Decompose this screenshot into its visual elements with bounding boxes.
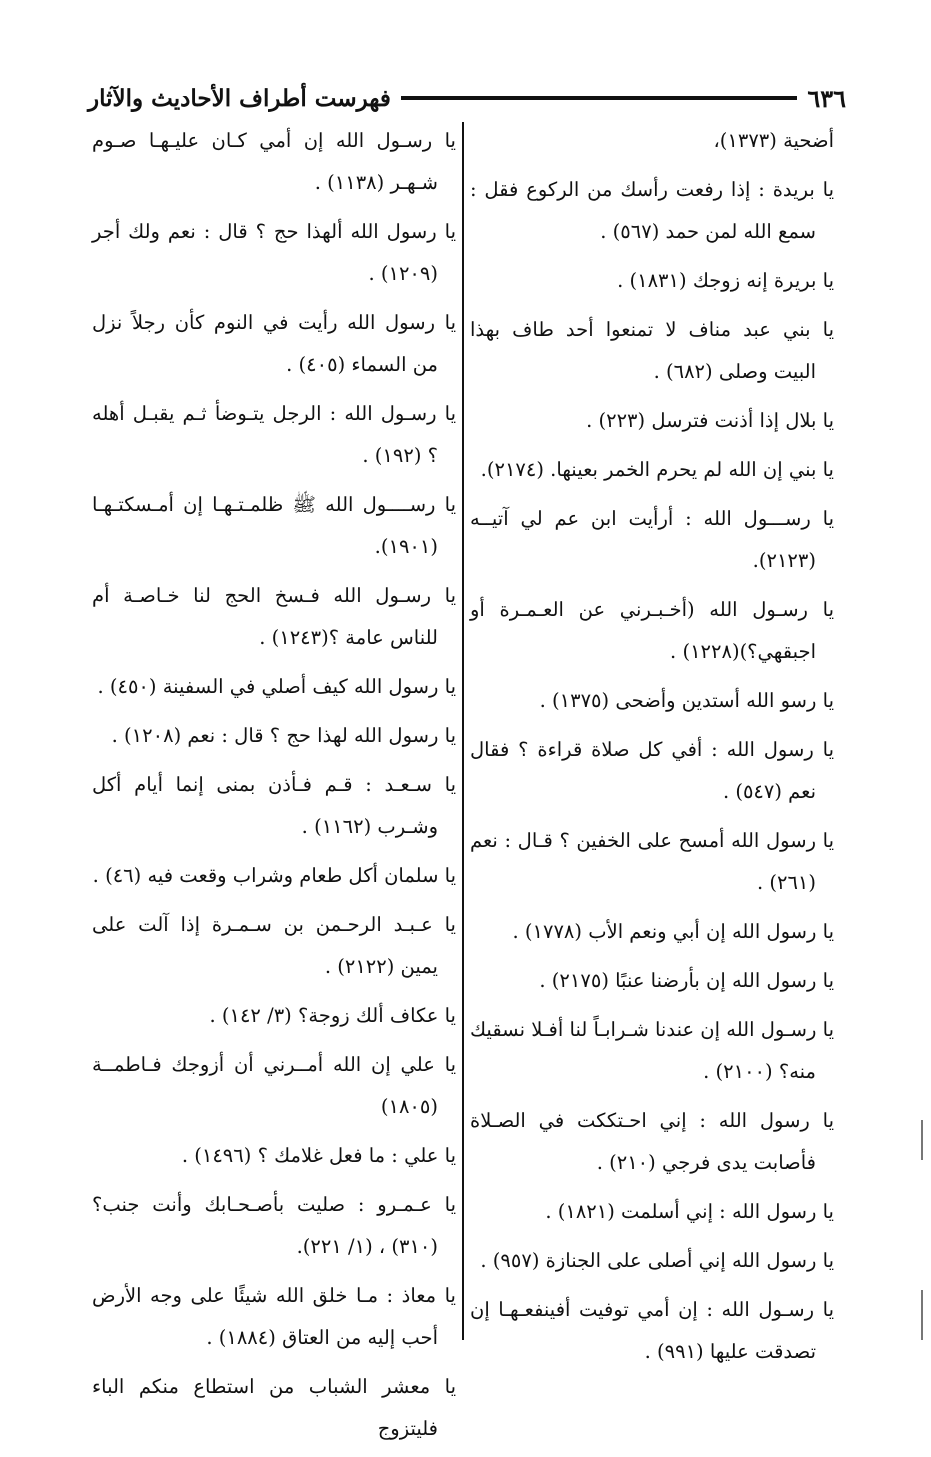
index-entry: يا رسـول الله فـسخ الحج لنا خـاصـة أم للناس عامة ؟(١٢٤٣) .	[92, 584, 456, 649]
index-entry: يا معشر الشباب من استطاع منكم الباء فليتزوج	[92, 1375, 456, 1440]
index-entry: يا بني إن الله لم يحرم الخمر بعينها. (٢١٧٤).	[480, 458, 834, 481]
index-entry: يا رسـول الله : إن أمي توفيت أفينفعـهـا إن تصدقت عليها (٩٩١) .	[470, 1298, 834, 1363]
page-number: ٦٣٦	[807, 83, 846, 113]
index-entry: يا معاذ : مـا خلق الله شيئًا على وجه الأرض أحب إليه من العتاق (١٨٨٤) .	[92, 1284, 456, 1349]
scan-edge-mark	[921, 1120, 923, 1160]
index-entry: يا رسـول الله : الرجل يتـوضأ ثـم يقبـل أهله ؟ (١٩٢) .	[92, 402, 456, 467]
column-divider	[462, 122, 464, 1340]
index-entry: يا رسـول الله (أخـبـرني عن العـمـرة أو اجبقهي؟)(١٢٢٨) .	[470, 598, 834, 663]
index-entry: يا رسول الله : إني أسلمت (١٨٢١) .	[545, 1200, 834, 1223]
index-entry: يا رســـول الله : أرأيت ابن عم لي آتيــه (٢١٢٣).	[470, 507, 834, 572]
index-entry: يا بلال إذا أذنت فترسل (٢٢٣) .	[586, 409, 834, 432]
index-entry: يا عكاف ألك زوجة؟ (٣/ ١٤٢) .	[209, 1004, 456, 1027]
index-entry: يا رسول الله رأيت في النوم كأن رجلاً نزل من السماء (٤٠٥) .	[92, 311, 456, 376]
index-entry: يا سلمان أكل طعام وشراب وقعت فيه (٤٦) .	[92, 864, 456, 887]
index-entry: يا رســــول الله ﷺ ظلمـتـهـا إن أمـسكتـهـا (١٩٠١).	[92, 493, 456, 558]
index-entry: يا عـمـرو : صليت بأصـحـابك وأنت جنب؟ (٣١٠) ، (١/ ٢٢١).	[92, 1193, 456, 1258]
index-entry: يا رسول الله أمسح على الخفين ؟ قـال : نعم (٢٦١) .	[470, 829, 834, 894]
index-entry: يا رسول الله لهذا حج ؟ قال : نعم (١٢٠٨) .	[111, 724, 456, 747]
index-entry: يا رسول الله كيف أصلي في السفينة (٤٥٠) .	[97, 675, 456, 698]
index-entry: يا عـبـد الرحـمن بن سـمـرة إذا آلت على يمين (٢١٢٢) .	[92, 913, 456, 978]
header-rule	[401, 96, 797, 100]
index-entry: يا رسو الله أستدين وأضحى (١٣٧٥) .	[539, 689, 834, 712]
index-entry: يا رسول الله إن أبي ونعم الأب (١٧٧٨) .	[512, 920, 834, 943]
index-entry: أضحية (١٣٧٣)،	[713, 129, 834, 152]
index-entry: يا بريرة إنه زوجك (١٨٣١) .	[617, 269, 834, 292]
index-entry: يا رسـول الله إن أمي كـان عليـهـا صـوم شـهـر (١١٣٨) .	[92, 129, 456, 194]
index-entry: يا رسول الله إني أصلى على الجنازة (٩٥٧) .	[480, 1249, 834, 1272]
page-header	[88, 78, 846, 118]
index-entry: يا رسـول الله إن عندنا شـرابـاً لنا أفـلا نسقيك منه؟ (٢١٠٠) .	[470, 1018, 834, 1083]
index-entry: يا بني عبد مناف لا تمنعوا أحد طاف بهذا البيت وصلى (٦٨٢) .	[470, 318, 834, 383]
right-column	[470, 120, 834, 1380]
index-entry: يا رسول الله ألهذا حج ؟ قال : نعم ولك أجر (١٢٠٩) .	[92, 220, 456, 285]
index-entry: يا رسول الله : إني احـتككت في الصـلاة فأصابت يدى فرجي (٢١٠) .	[470, 1109, 834, 1174]
index-entry: يا علي إن الله أمــرني أن أزوجك فـاطمــة (١٨٠٥)	[92, 1053, 456, 1118]
left-column	[92, 120, 456, 1457]
index-entry: يا رسول الله : أفي كل صلاة قراءة ؟ فقال نعم (٥٤٧) .	[470, 738, 834, 803]
index-entry: يا سـعـد : قـم فـأذن بمنى إنما أيام أكل وشـرب (١١٦٢) .	[92, 773, 456, 838]
index-entry: يا بريدة : إذا رفعت رأسك من الركوع فقل : سمع الله لمن حمد (٥٦٧) .	[470, 178, 834, 243]
page-title: فهرست أطراف الأحاديث والآثار	[88, 84, 391, 112]
index-entry: يا علي : ما فعل غلامك ؟ (١٤٩٦) .	[181, 1144, 456, 1167]
scan-edge-mark	[921, 1290, 923, 1340]
index-entry: يا رسول الله إن بأرضنا عنبًا (٢١٧٥) .	[539, 969, 834, 992]
